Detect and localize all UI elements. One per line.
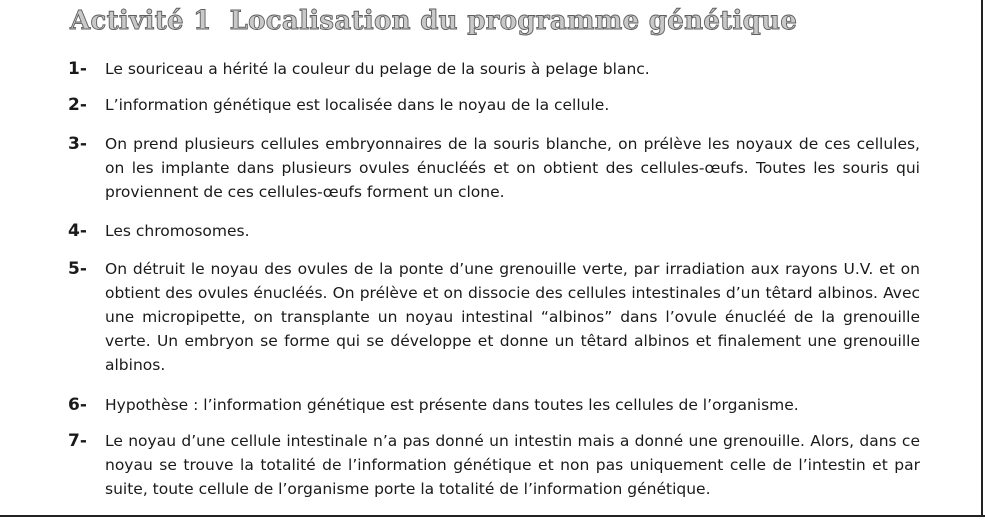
- page-title: [70, 6, 797, 36]
- answer-item-1: [68, 57, 920, 81]
- item-text: On détruit le noyau des ovules de la ponte d’une grenouille verte, par irradiation aux rayons U.V. et on obtient des ovules énucléés. On prélève et on dissocie des cellules intestinales d’un têtard albinos. Avec une micropipette, on transplante un noyau intestinal “albinos” dans l’ovule énucléé de la grenouille verte. Un embryon se forme qui se développe et donne un têtard albinos et finalement une grenouille albinos.: [105, 260, 920, 374]
- item-text: L’information génétique est localisée dans le noyau de la cellule.: [105, 96, 610, 114]
- activity-number: Activité 1: [70, 6, 212, 36]
- item-text: Le souriceau a hérité la couleur du pelage de la souris à pelage blanc.: [105, 60, 650, 78]
- item-number: 5-: [68, 259, 87, 279]
- answer-item-7: [68, 429, 920, 501]
- answer-item-4: [68, 219, 920, 243]
- item-number: 1-: [68, 59, 87, 79]
- answer-item-6: [68, 393, 920, 417]
- item-number: 3-: [68, 134, 87, 154]
- item-text: Le noyau d’une cellule intestinale n’a pas donné un intestin mais a donné une grenouille. Alors, dans ce noyau se trouve la totalité de l’information génétique et non pas uniquement celle de l’intestin et par suite, toute cellule de l’organisme porte la totalité de l’information génétique.: [105, 432, 920, 498]
- answer-item-3: [68, 132, 920, 204]
- item-number: 2-: [68, 95, 87, 115]
- bottom-border: [0, 515, 985, 517]
- item-text: On prend plusieurs cellules embryonnaires de la souris blanche, on prélève les noyaux de ces cellules, on les implante dans plusieurs ovules énucléés et on obtient des cellules-œufs. Toutes les souris qui proviennent de ces cellules-œufs forment un clone.: [105, 135, 920, 201]
- answer-item-5: [68, 257, 920, 377]
- item-number: 7-: [68, 431, 87, 451]
- answer-item-2: [68, 93, 920, 117]
- item-number: 4-: [68, 221, 87, 241]
- item-text: Les chromosomes.: [105, 222, 250, 240]
- item-number: 6-: [68, 395, 87, 415]
- activity-title: Localisation du programme génétique: [229, 6, 798, 36]
- right-border: [981, 0, 983, 517]
- item-text: Hypothèse : l’information génétique est présente dans toutes les cellules de l’organisme.: [105, 396, 799, 414]
